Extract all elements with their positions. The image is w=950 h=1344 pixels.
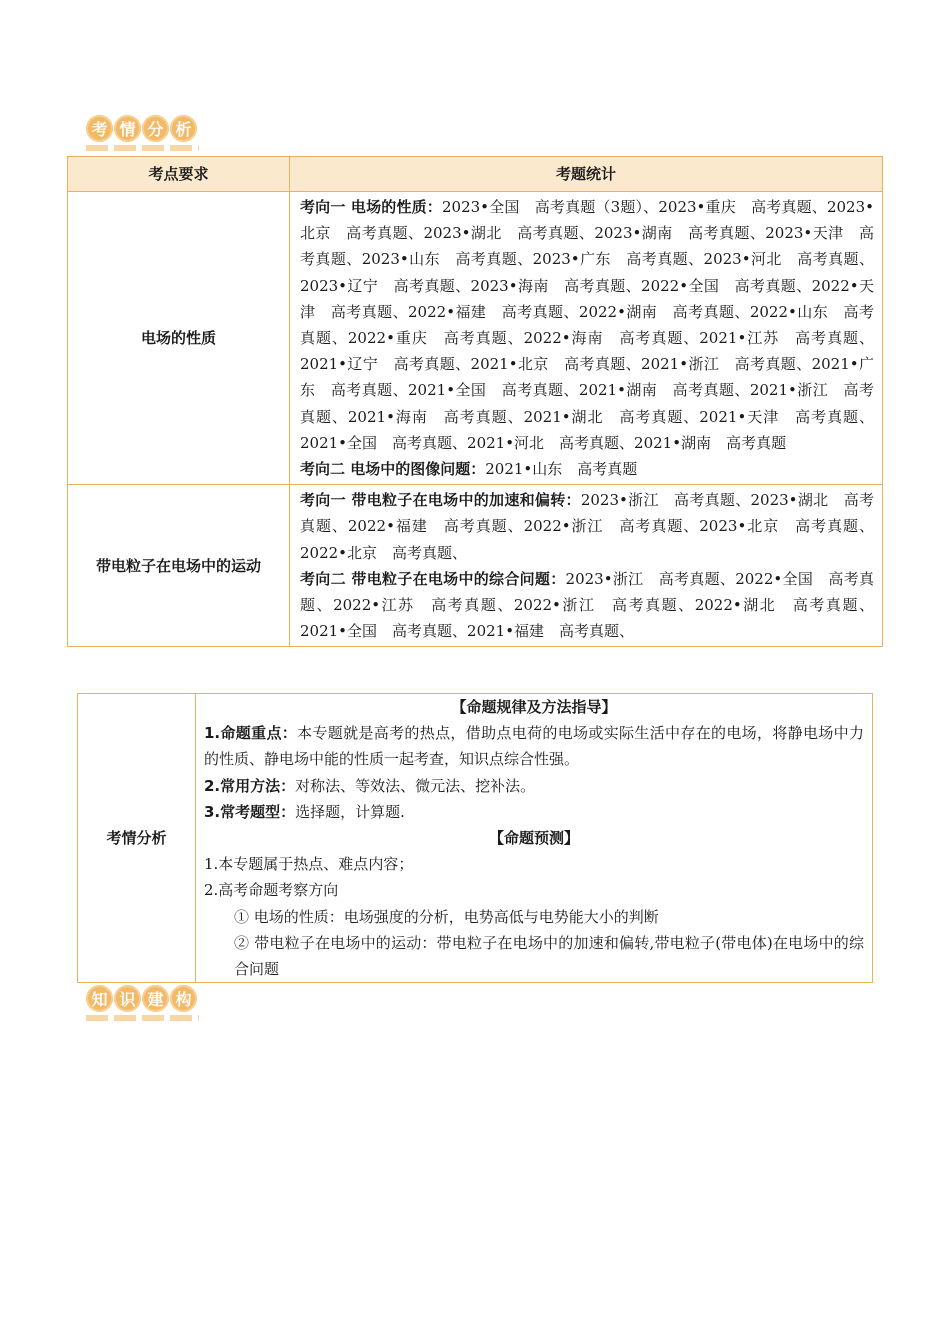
entry-title: 考向二 带电粒子在电场中的综合问题： [300,569,566,588]
item-text: 选择题，计算题. [295,802,405,821]
row-content [290,485,883,647]
header-requirement: 考点要求 [68,157,290,192]
header-statistics: 考题统计 [290,157,883,192]
prediction-line: 2.高考命题考察方向 [204,881,339,900]
analysis-table [77,693,873,983]
item-text: 对称法、等效法、微元法、挖补法。 [295,776,536,795]
table-header-row [68,157,883,192]
section-heading: 【命题规律及方法指导】 [451,698,617,716]
entry-text: 2023•全国 高考真题（3题）、2023•重庆 高考真题、2023•北京 高考真题、2023•湖北 高考真题、2023•湖南 高考真题、2023•天津 高考真题、2023•山东 高考真题、2023•广东 高考真题、2023•河北 高考真题、2023•辽宁 高考真题、2023•海南 高考真题、2022•全国 高考真题、2022•天津 高考真题、2022•福建 高考真题、2022•湖南 高考真题、2022•山东 高考真题、2022•重庆 高考真题、2022•海南 高考真题、2021•江苏 高考真题、2021•辽宁 高考真题、2021•北京 高考真题、2021•浙江 高考真题、2021•广东 高考真题、2021•全国 高考真题、2021•湖南 高考真题、2021•浙江 高考真题、2021•海南 高考真题、2021•湖北 高考真题、2021•天津 高考真题、2021•全国 高考真题、2021•河北 高考真题、2021•湖南 高考真题 [300,198,874,452]
badge-char: 知 [86,985,113,1012]
badge-underline [86,1015,199,1021]
badge-char: 情 [114,115,141,142]
entry-text: 2023•浙江 高考真题、2022•全国 高考真题、2022•江苏 高考真题、2022•浙江 高考真题、2022•湖北 高考真题、2021•全国 高考真题、2021•福建 高考真题、 [300,569,874,641]
item-title: 3.常考题型： [204,802,296,821]
badge-char: 构 [170,985,197,1012]
badge-char: 建 [142,985,169,1012]
row-label: 电场的性质 [68,192,290,485]
item-text: 本专题就是高考的热点，借助点电荷的电场或实际生活中存在的电场，将静电场中力的性质、静电场中能的性质一起考查，知识点综合性强。 [204,724,864,769]
entry-title: 考向一 带电粒子在电场中的加速和偏转： [300,491,581,510]
badge-underline [86,145,199,151]
entry-title: 考向二 电场中的图像问题： [300,460,486,479]
item-title: 1.命题重点： [204,724,298,743]
section-badge-exam-analysis [86,115,197,142]
table-row [68,192,883,485]
prediction-line: ① 电场的性质：电场强度的分析，电势高低与电势能大小的判断 [234,907,659,926]
prediction-line: 1.本专题属于热点、难点内容； [204,855,414,874]
analysis-label: 考情分析 [78,694,196,983]
table-row [68,485,883,647]
entry-text: 2021•山东 高考真题 [485,460,638,479]
exam-stats-table [67,156,883,647]
row-content [290,192,883,485]
prediction-line: ② 带电粒子在电场中的运动：带电粒子在电场中的加速和偏转,带电粒子(带电体)在电场中的综合问题 [234,933,864,979]
badge-char: 析 [170,115,197,142]
entry-title: 考向一 电场的性质： [300,198,442,216]
badge-char: 识 [114,985,141,1012]
item-title: 2.常用方法： [204,776,296,795]
analysis-content [196,694,873,983]
table-row [78,694,873,983]
entry-text: 2023•浙江 高考真题、2023•湖北 高考真题、2022•福建 高考真题、2022•浙江 高考真题、2023•北京 高考真题、2022•北京 高考真题、 [300,491,874,562]
badge-char: 分 [142,115,169,142]
section-badge-knowledge-structure [86,985,197,1012]
section-heading: 【命题预测】 [488,829,579,848]
badge-char: 考 [86,115,113,142]
row-label: 带电粒子在电场中的运动 [68,485,290,647]
